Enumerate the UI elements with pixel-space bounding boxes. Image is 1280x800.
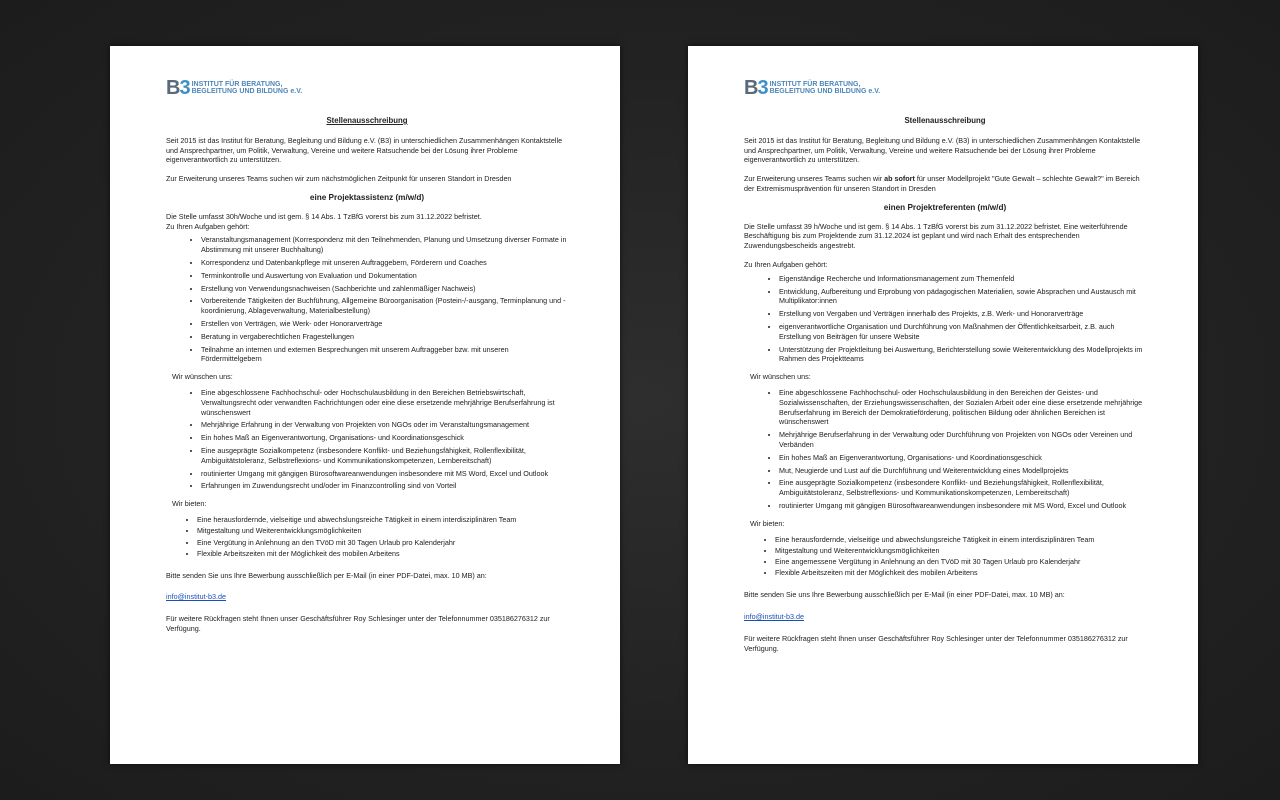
page-heading: Stellenausschreibung: [904, 116, 986, 125]
list-item: • Mitgestaltung und Weiterentwicklungsmöglichkeiten: [197, 526, 568, 536]
list-item: • Ein hohes Maß an Eigenverantwortung, Organisations- und Koordinationsgeschick: [201, 433, 568, 443]
list-item: • Erfahrungen im Zuwendungsrecht und/oder im Finanzcontrolling sind von Vorteil: [201, 481, 568, 491]
list-item: • Flexible Arbeitszeiten mit der Möglichkeit des mobilen Arbeitens: [775, 568, 1146, 578]
list-item: • Terminkontrolle und Auswertung von Evaluation und Dokumentation: [201, 271, 568, 281]
email-link[interactable]: info@institut-b3.de: [744, 611, 805, 621]
document-page-2: [688, 46, 1198, 764]
list-item: • Korrespondenz und Datenbankpflege mit unseren Auftraggebern, Förderern und Coaches: [201, 258, 568, 268]
list-item: • Beratung in vergaberechtlichen Fragestellungen: [201, 332, 568, 342]
tasks-list: [166, 235, 568, 364]
list-item: • Eine herausfordernde, vielseitige und abwechslungsreiche Tätigkeit in einem interdisziplinären Team: [775, 535, 1146, 545]
list-item: • Ein hohes Maß an Eigenverantwortung, Organisations- und Koordinationsgeschick: [779, 453, 1146, 463]
offers-list: [166, 515, 568, 559]
list-item: • Eine abgeschlossene Fachhochschul- oder Hochschulausbildung in den Bereichen der Geistes- und Sozialwissenschaften, der Erziehungswissenschaften, der Sozialen Arbeit oder eine diese ersetzende mehrjährige Berufserfahrung im Bereich der Demokratieförderung, politischen Bildung oder ähnlichen Bereichen ist wünschenswert: [779, 388, 1146, 427]
logo-mark: B3: [166, 77, 190, 99]
list-item: • routinierter Umgang mit gängigen Bürosoftwareanwendungen insbesondere mit MS Word, Excel und Outlook: [201, 469, 568, 479]
logo-mark: B3: [744, 77, 768, 99]
apply-paragraph: Bitte senden Sie uns Ihre Bewerbung ausschließlich per E-Mail (in einer PDF-Datei, max. 10 MB) an:: [744, 590, 1065, 600]
intro-paragraph: Seit 2015 ist das Institut für Beratung, Begleitung und Bildung e.V. (B3) in unterschiedlichen Zusammenhängen Kontaktstelle und Ansprechpartner, um Politik, Verwaltung, Vereine und weitere Ratsuchende bei der Lösung ihrer Probleme eigenverantwortlich zu unterstützen.: [744, 135, 1141, 165]
offers-label: Wir bieten:: [750, 518, 785, 528]
search-paragraph: Zur Erweiterung unseres Teams suchen wir ab sofort für unser Modellprojekt "Gute Gewalt – schlechte Gewalt?" im Bereich der Extremismusprävention für unseren Standort in Dresden: [744, 174, 1140, 193]
terms-paragraph: Die Stelle umfasst 30h/Woche und ist gem. § 14 Abs. 1 TzBfG vorerst bis zum 31.12.2022 befristet.: [166, 211, 482, 221]
email-link[interactable]: info@institut-b3.de: [166, 592, 227, 602]
logo-text: INSTITUT FÜR BERATUNG, BEGLEITUNG UND BILDUNG e.V.: [769, 80, 881, 95]
apply-paragraph: Bitte senden Sie uns Ihre Bewerbung ausschließlich per E-Mail (in einer PDF-Datei, max. 10 MB) an:: [166, 570, 487, 580]
wishes-label: Wir wünschen uns:: [172, 372, 233, 382]
wishes-list: [166, 388, 568, 491]
page-heading: Stellenausschreibung: [326, 116, 408, 125]
intro-paragraph: Seit 2015 ist das Institut für Beratung, Begleitung und Bildung e.V. (B3) in unterschiedlichen Zusammenhängen Kontaktstelle und Ansprechpartner, um Politik, Verwaltung, Vereine und weitere Ratsuchende bei der Lösung ihrer Probleme eigenverantwortlich zu unterstützen.: [166, 135, 563, 165]
search-paragraph: Zur Erweiterung unseres Teams suchen wir zum nächstmöglichen Zeitpunkt für unseren Standort in Dresden: [166, 174, 512, 184]
job-title: eine Projektassistenz (m/w/d): [309, 192, 425, 202]
list-item: • eigenverantwortliche Organisation und Durchführung von Maßnahmen der Öffentlichkeitsarbeit, z.B. auch Erstellung von Beiträgen für unsere Website: [779, 322, 1146, 342]
logo-text: INSTITUT FÜR BERATUNG, BEGLEITUNG UND BILDUNG e.V.: [191, 80, 303, 95]
list-item: • Eine Vergütung in Anlehnung an den TVöD mit 30 Tagen Urlaub pro Kalenderjahr: [197, 538, 568, 548]
list-item: • routinierter Umgang mit gängigen Bürosoftwareanwendungen insbesondere mit MS Word, Excel und Outlook: [779, 501, 1146, 511]
terms-paragraph: Die Stelle umfasst 39 h/Woche und ist gem. § 14 Abs. 1 TzBfG vorerst bis zum 31.12.2022 befristet. Eine weiterführende Beschäftigung bis zum Projektende zum 31.12.2024 ist geplant und wird nach Erhalt des entsprechenden Zuwendungsbescheids angestrebt.: [744, 221, 1128, 251]
list-item: • Erstellen von Verträgen, wie Werk- oder Honorarverträge: [201, 319, 568, 329]
b3-logo: [166, 76, 568, 100]
list-item: • Entwicklung, Aufbereitung und Erprobung von pädagogischen Materialien, sowie Absprachen und Austausch mit Multiplikator:innen: [779, 287, 1146, 307]
offers-label: Wir bieten:: [172, 499, 207, 509]
tasks-list: [744, 274, 1146, 364]
list-item: • Teilnahme an internen und externen Besprechungen mit unserem Auftraggeber bzw. mit unseren Fördermittelgebern: [201, 345, 568, 365]
job-title: einen Projektreferenten (m/w/d): [883, 202, 1007, 212]
document-page-1: [110, 46, 620, 764]
list-item: • Eine ausgeprägte Sozialkompetenz (insbesondere Konflikt- und Beziehungsfähigkeit, Rollenflexibilität, Ambiguitätstoleranz, Selbstreflexions- und Kommunikationskompetenzen, Lernbereitschaft): [779, 478, 1146, 498]
list-item: • Vorbereitende Tätigkeiten der Buchführung, Allgemeine Büroorganisation (Postein-/-ausgang, Terminplanung und -koordinierung, Ablageverwaltung, Materialbestellung): [201, 296, 568, 316]
tasks-label: Zu Ihren Aufgaben gehört:: [166, 221, 250, 231]
list-item: • Mehrjährige Berufserfahrung in der Verwaltung oder Durchführung von Projekten von NGOs oder Vereinen und Verbänden: [779, 430, 1146, 450]
list-item: • Unterstützung der Projektleitung bei Auswertung, Berichterstellung sowie Weiterentwicklung des Modellprojekts im Rahmen des Projektteams: [779, 345, 1146, 365]
list-item: • Mehrjährige Erfahrung in der Verwaltung von Projekten von NGOs oder im Veranstaltungsmanagement: [201, 420, 568, 430]
list-item: • Eine herausfordernde, vielseitige und abwechslungsreiche Tätigkeit in einem interdisziplinären Team: [197, 515, 568, 525]
offers-list: [744, 535, 1146, 579]
b3-logo: [744, 76, 1146, 100]
list-item: • Erstellung von Vergaben und Verträgen innerhalb des Projekts, z.B. Werk- und Honorarverträge: [779, 309, 1146, 319]
list-item: • Eigenständige Recherche und Informationsmanagement zum Themenfeld: [779, 274, 1146, 284]
tasks-label: Zu Ihren Aufgaben gehört:: [744, 259, 828, 269]
wishes-label: Wir wünschen uns:: [750, 372, 811, 382]
list-item: • Flexible Arbeitszeiten mit der Möglichkeit des mobilen Arbeitens: [197, 549, 568, 559]
contact-paragraph: Für weitere Rückfragen steht Ihnen unser Geschäftsführer Roy Schlesinger unter der Telefonnummer 035186276312 zur Verfügung.: [744, 633, 1128, 653]
list-item: • Eine ausgeprägte Sozialkompetenz (insbesondere Konflikt- und Beziehungsfähigkeit, Rollenflexibilität, Ambiguitätstoleranz, Selbstreflexions- und Kommunikationskompetenzen, Lernbereitschaft): [201, 446, 568, 466]
list-item: • Erstellung von Verwendungsnachweisen (Sachberichte und zahlenmäßiger Nachweis): [201, 284, 568, 294]
list-item: • Eine abgeschlossene Fachhochschul- oder Hochschulausbildung in den Bereichen Betriebswirtschaft, Verwaltungsrecht oder verwandten Fachrichtungen oder eine diese ersetzende mehrjährige Berufserfahrung ist wünschenswert: [201, 388, 568, 417]
list-item: • Mitgestaltung und Weiterentwicklungsmöglichkeiten: [775, 546, 1146, 556]
list-item: • Mut, Neugierde und Lust auf die Durchführung und Weiterentwicklung eines Modellprojekts: [779, 466, 1146, 476]
wishes-list: [744, 388, 1146, 511]
list-item: • Eine angemessene Vergütung in Anlehnung an den TVöD mit 30 Tagen Urlaub pro Kalenderjahr: [775, 557, 1146, 567]
contact-paragraph: Für weitere Rückfragen steht Ihnen unser Geschäftsführer Roy Schlesinger unter der Telefonnummer 035186276312 zur Verfügung.: [166, 614, 550, 633]
list-item: • Veranstaltungsmanagement (Korrespondenz mit den Teilnehmenden, Planung und Umsetzung diverser Formate in Abstimmung mit unserer Buchhaltung): [201, 235, 568, 255]
